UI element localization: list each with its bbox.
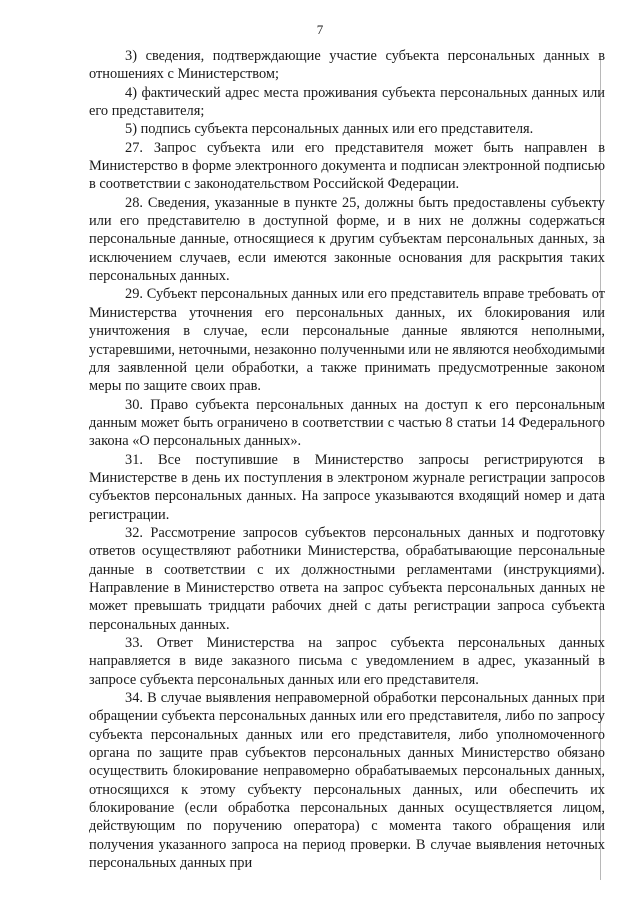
- page-number: 7: [316, 22, 324, 37]
- paragraph-34: 34. В случае выявления неправомерной обработки персональных данных при обращении субъекта персональных данных или его представителя, либо по запросу субъекта персональных данных или его представителя, либо уполномоченного органа по защите прав субъектов персональных данных Министерство обязано осуществить блокирование неправомерно обрабатываемых персональных данных, относящихся к этому субъекту персональных данных, или обеспечить их блокирование (если обработка персональных данных осуществляется лицом, действующим по поручению оператора) с момента такого обращения или получения указанного запроса на период проверки. В случае выявления неточных персональных данных при: [89, 690, 605, 872]
- document-body: [89, 47, 605, 872]
- paragraph-27: 27. Запрос субъекта или его представителя может быть направлен в Министерство в форме электронного документа и подписан электронной подписью в соответствии с законодательством Российской Федерации.: [89, 139, 605, 193]
- paragraph-3-subject-participation: 3) сведения, подтверждающие участие субъекта персональных данных в отношениях с Министерством;: [89, 48, 605, 83]
- paragraph-28: 28. Сведения, указанные в пункте 25, должны быть предоставлены субъекту или его представителю в доступной форме, и в них не должны содержаться персональные данные, относящиеся к другим субъектам персональных данных, за исключением случаев, если имеются законные основания для раскрытия таких персональных данных.: [89, 194, 605, 285]
- paragraph-32: 32. Рассмотрение запросов субъектов персональных данных и подготовку ответов осуществляют работники Министерства, обрабатывающие персональные данные в соответствии с их должностными регламентами (инструкциями). Направление в Министерство ответа на запрос субъекта персональных данных не может превышать тридцати рабочих дней с даты регистрации запроса субъекта персональных данных.: [89, 524, 605, 633]
- paragraph-30: 30. Право субъекта персональных данных на доступ к его персональным данным может быть ограничено в соответствии с частью 8 статьи 14 Федерального закона «О персональных данных».: [89, 396, 605, 450]
- paragraph-4-actual-address: 4) фактический адрес места проживания субъекта персональных данных или его представителя;: [89, 84, 605, 120]
- paragraph-33: 33. Ответ Министерства на запрос субъекта персональных данных направляется в виде заказного письма с уведомлением в адрес, указанный в запросе субъекта персональных данных или его представителя.: [89, 635, 605, 688]
- paragraph-31: 31. Все поступившие в Министерство запросы регистрируются в Министерстве в день их поступления в электроном журнале регистрации запросов субъектов персональных данных. На запросе указываются входящий номер и дата регистрации.: [89, 451, 605, 523]
- paragraph-29: 29. Субъект персональных данных или его представитель вправе требовать от Министерства уточнения его персональных данных, их блокирования или уничтожения в случае, если персональные данные являются неполными, устаревшими, неточными, незаконно полученными или не являются необходимыми для заявленной цели обработки, а также принимать предусмотренные законом меры по защите своих прав.: [89, 286, 606, 395]
- paragraph-5-signature: 5) подпись субъекта персональных данных или его представителя.: [125, 121, 534, 138]
